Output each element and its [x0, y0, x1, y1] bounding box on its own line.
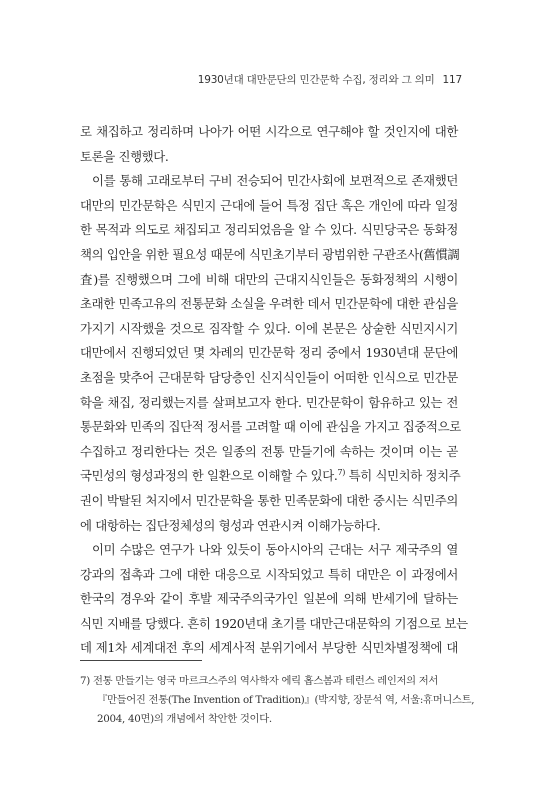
footnote-line: 『만들어진 전통(The Invention of Tradition)』(박지향, 장문석 역, 서울:휴머니스트, [97, 694, 475, 706]
footnote-number: 7) [80, 675, 90, 687]
body-line: 이미 수많은 연구가 나와 있듯이 동아시아의 근대는 서구 제국주의 열 [92, 542, 458, 558]
body-line-text: 국민성의 형성과정의 한 일환으로 이해할 수 있다. [80, 468, 338, 484]
footnote-line: 2004, 40면)의 개념에서 착안한 것이다. [97, 713, 272, 725]
body-line: 토론을 진행했다. [80, 148, 169, 164]
page-number: 117 [442, 74, 462, 86]
running-head [198, 72, 462, 87]
body-line: 책의 입안을 위한 필요성 때문에 식민초기부터 광범위한 구관조사(舊慣調 [80, 246, 460, 262]
body-line: 에 대항하는 집단정체성의 형성과 연관시켜 이해가능하다. [80, 517, 381, 533]
footnote-divider [80, 660, 202, 661]
body-line: 권이 박탈된 처지에서 민간문학을 통한 민족문화에 대한 중시는 식민주의 [80, 492, 458, 508]
body-line-tail: 특히 식민치하 정치주 [345, 468, 461, 484]
footnote-line [80, 672, 460, 691]
body-text [80, 120, 468, 661]
body-line: 초래한 민족고유의 전통문화 소실을 우려한 데서 민간문학에 대한 관심을 [80, 296, 458, 312]
footnote-reference[interactable]: 7) [337, 468, 346, 478]
body-line: 대만의 민간문학은 식민지 근대에 들어 특정 집단 혹은 개인에 따라 일정 [80, 197, 458, 213]
body-line: 한국의 경우와 같이 후발 제국주의국가인 일본에 의해 반세기에 달하는 [80, 591, 458, 607]
body-line: 학을 채집, 정리했는지를 살펴보고자 한다. 민간문학이 함유하고 있는 전 [80, 394, 458, 410]
body-line: 로 채집하고 정리하며 나아가 어떤 시각으로 연구해야 할 것인지에 대한 [80, 124, 458, 139]
body-line: 査)를 진행했으며 그에 비해 대만의 근대지식인들은 동화정책의 시행이 [80, 271, 458, 287]
body-line: 데 제1차 세계대전 후의 세계사적 분위기에서 부당한 식민차별정책에 대 [80, 640, 458, 656]
body-line: 강과의 접촉과 그에 대한 대응으로 시작되었고 특히 대만은 이 과정에서 [80, 566, 458, 582]
body-line: 초점을 맞추어 근대문학 담당층인 신지식인들이 어떠한 인식으로 민간문 [80, 369, 458, 385]
body-line: 가지기 시작했을 것으로 짐작할 수 있다. 이에 본문은 상술한 식민지시기 [80, 320, 458, 336]
body-line: 한 목적과 의도로 채집되고 정리되었음을 알 수 있다. 식민당국은 동화정 [80, 222, 458, 238]
footnote-text: 전통 만들기는 영국 마르크스주의 역사학자 에릭 홉스봄과 테런스 레인저의 저서 [92, 675, 439, 687]
body-line: 식민 지배를 당했다. 흔히 1920년대 초기를 대만근대문학의 기점으로 보는 [80, 615, 468, 631]
body-line: 통문화와 민족의 집단적 정서를 고려할 때 이에 관심을 가지고 집중적으로 [80, 419, 461, 435]
body-line: 이를 통해 고래로부터 구비 전승되어 민간사회에 보편적으로 존재했던 [92, 173, 458, 189]
body-line: 대만에서 진행되었던 몇 차례의 민간문학 정리 중에서 1930년대 문단에 [80, 345, 458, 361]
footnote [80, 672, 475, 729]
body-line: 수집하고 정리한다는 것은 일종의 전통 만들기에 속하는 것이며 이는 곧 [80, 443, 458, 459]
body-line [80, 464, 461, 489]
running-title: 1930년대 대만문단의 민간문학 수집, 정리와 그 의미 [197, 74, 435, 86]
